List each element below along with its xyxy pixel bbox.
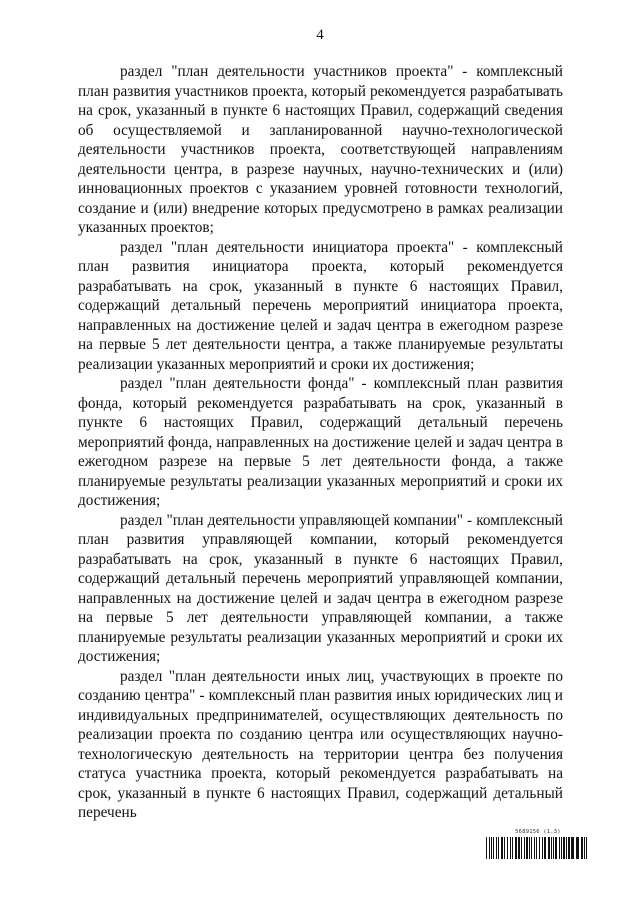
barcode-bar — [507, 837, 508, 859]
barcode-bar — [553, 837, 554, 859]
barcode-bar — [498, 837, 499, 859]
barcode-bar — [551, 837, 552, 859]
barcode-bar — [491, 837, 492, 859]
barcode-bar — [586, 837, 587, 859]
document-body — [78, 62, 563, 823]
barcode-bar — [486, 837, 487, 859]
barcode-bar — [576, 837, 579, 859]
barcode-bar — [584, 837, 585, 859]
barcode-bar — [501, 837, 503, 859]
paragraph-initiator-plan: раздел "план деятельности инициатора проекта" - комплексный план развития инициатора проекта, который рекомендуется разрабатывать на срок, указанный в пункте 6 настоящих Правил, содержащий детальный перечень мероприятий инициатора проекта, направленных на достижение целей и задач центра в ежегодном разрезе на первые 5 лет деятельности центра, а также планируемые результаты реализации указанных мероприятий и сроки их достижения; — [78, 238, 563, 373]
barcode-bar — [510, 837, 511, 859]
barcode-bar — [529, 837, 530, 859]
barcode-icon — [486, 837, 588, 859]
page-number: 4 — [316, 27, 324, 43]
barcode-bar — [544, 837, 546, 859]
barcode-bar — [518, 837, 520, 859]
barcode-bar — [563, 837, 565, 859]
barcode-bar — [512, 837, 513, 859]
barcode-bar — [559, 837, 560, 859]
barcode-bar — [521, 837, 522, 859]
barcode-bar — [566, 837, 567, 859]
barcode-bar — [571, 837, 574, 859]
barcode-bar — [496, 837, 497, 859]
barcode-bar — [539, 837, 540, 859]
barcode-bar — [542, 837, 543, 859]
paragraph-other-persons-plan: раздел "план деятельности иных лиц, участвующих в проекте по созданию центра" - комплексный план развития иных юридических лиц и индивидуальных предпринимателей, осуществляющих деятельность по реализации проекта по созданию центра или осуществляющих научно-технологическую деятельность на территории центра без получения статуса участника проекта, который рекомендуется разрабатывать на срок, указанный в пункте 6 настоящих Правил, содержащий детальный перечень — [78, 667, 563, 821]
barcode-bar — [568, 837, 570, 859]
barcode-bar — [536, 837, 537, 859]
barcode-bar — [504, 837, 505, 859]
barcode-bar — [548, 837, 550, 859]
barcode-bar — [555, 837, 557, 859]
barcode-bar — [561, 837, 562, 859]
barcode-bar — [581, 837, 583, 859]
barcode-bar — [489, 837, 490, 859]
barcode-bar — [531, 837, 532, 859]
barcode-bar — [515, 837, 517, 859]
paragraph-fund-plan: раздел "план деятельности фонда" - комплексный план развития фонда, который рекомендуется разрабатывать на срок, указанный в пункте 6 настоящих Правил, содержащий детальный перечень мероприятий фонда, направленных на достижение целей и задач центра в ежегодном разрезе на первые 5 лет деятельности фонда, а также планируемые результаты реализации указанных мероприятий и сроки их достижения; — [78, 375, 563, 509]
barcode-bar — [524, 837, 525, 859]
barcode-bar — [534, 837, 535, 859]
barcode-bar — [526, 837, 528, 859]
paragraph-management-company-plan: раздел "план деятельности управляющей компании" - комплексный план развития управляющей компании, который рекомендуется разрабатывать на срок, указанный в пункте 6 настоящих Правил, содержащий детальный перечень мероприятий управляющей компании, направленных на достижение целей и задач центра в ежегодном разрезе на первые 5 лет деятельности управляющей компании, а также планируемые результаты реализации указанных мероприятий и сроки их достижения; — [78, 511, 563, 665]
paragraph-participants-plan: раздел "план деятельности участников проекта" - комплексный план развития участников проекта, который рекомендуется разрабатывать на срок, указанный в пункте 6 настоящих Правил, содержащий сведения об осуществляемой и запланированной научно-технологической деятельности участников проекта, соответствующей направлениям деятельности центра, в разрезе научных, научно-технических и (или) инновационных проектов с указанием уровней готовности технологий, создание и (или) внедрение которых предусмотрено в рамках реализации указанных проектов; — [78, 63, 563, 236]
document-code: 5689156 (1.3) — [515, 829, 561, 835]
barcode-bar — [493, 837, 494, 859]
